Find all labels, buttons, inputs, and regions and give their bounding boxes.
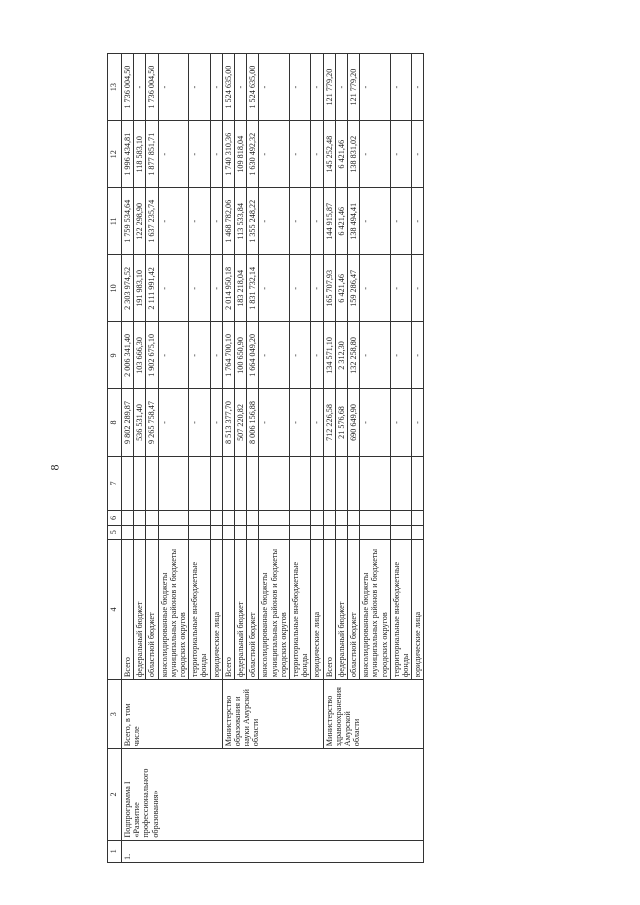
value-cell: - <box>158 389 189 456</box>
value-cell: 113 533,84 <box>235 188 247 255</box>
column-header: 2 <box>108 749 122 840</box>
value-cell: - <box>259 188 290 255</box>
value-cell: 2 312,30 <box>335 322 347 389</box>
value-cell: 132 258,80 <box>348 322 360 389</box>
value-cell <box>290 511 311 525</box>
value-cell: 21 576,68 <box>335 389 347 456</box>
value-cell: 2 111 991,42 <box>146 255 158 322</box>
value-cell: - <box>290 322 311 389</box>
funding-source-cell: областной бюджет <box>146 539 158 679</box>
value-cell: - <box>259 322 290 389</box>
header-row <box>108 54 122 863</box>
value-cell: 712 226,58 <box>323 389 335 456</box>
value-cell: 1 736 004,50 <box>146 54 158 121</box>
column-header: 5 <box>108 525 122 539</box>
value-cell: 183 218,04 <box>235 255 247 322</box>
value-cell <box>122 456 134 511</box>
value-cell: - <box>210 322 222 389</box>
value-cell: - <box>290 389 311 456</box>
value-cell: - <box>311 255 323 322</box>
value-cell <box>235 511 247 525</box>
value-cell: 9 802 289,87 <box>122 389 134 456</box>
value-cell <box>412 511 424 525</box>
column-header: 6 <box>108 511 122 525</box>
value-cell: - <box>311 188 323 255</box>
value-cell: 1 736 004,50 <box>122 54 134 121</box>
rotated-table-wrapper <box>107 53 627 863</box>
executor-cell: Министерство образования и науки Амурской области <box>222 680 323 749</box>
column-header: 4 <box>108 539 122 679</box>
value-cell: 1 831 732,14 <box>247 255 259 322</box>
value-cell: - <box>412 389 424 456</box>
value-cell: - <box>412 121 424 188</box>
column-header: 1 <box>108 840 122 862</box>
value-cell: 159 286,47 <box>348 255 360 322</box>
value-cell: - <box>259 389 290 456</box>
funding-source-cell: юридические лица <box>311 539 323 679</box>
value-cell <box>189 525 210 539</box>
value-cell: 1 877 851,71 <box>146 121 158 188</box>
funding-source-cell: федеральный бюджет <box>335 539 347 679</box>
value-cell <box>146 511 158 525</box>
value-cell: - <box>259 54 290 121</box>
value-cell: - <box>158 188 189 255</box>
value-cell <box>210 525 222 539</box>
value-cell <box>134 456 146 511</box>
value-cell <box>348 456 360 511</box>
value-cell: 2 006 341,40 <box>122 322 134 389</box>
value-cell <box>259 456 290 511</box>
column-header: 11 <box>108 188 122 255</box>
value-cell: 9 265 758,47 <box>146 389 158 456</box>
funding-source-cell: территориальные внебюджетные фонды <box>290 539 311 679</box>
value-cell: 1 759 534,64 <box>122 188 134 255</box>
funding-source-cell: территориальные внебюджетные фонды <box>390 539 411 679</box>
value-cell: 103 666,30 <box>134 322 146 389</box>
funding-source-cell: юридические лица <box>210 539 222 679</box>
value-cell: - <box>189 389 210 456</box>
value-cell: 1 630 492,32 <box>247 121 259 188</box>
value-cell: 1 996 434,81 <box>122 121 134 188</box>
value-cell: 134 571,10 <box>323 322 335 389</box>
value-cell: 1 468 782,06 <box>222 188 234 255</box>
value-cell: 1 902 675,10 <box>146 322 158 389</box>
funding-source-cell: Всего <box>323 539 335 679</box>
value-cell: - <box>210 188 222 255</box>
value-cell <box>290 456 311 511</box>
value-cell <box>247 511 259 525</box>
column-header: 13 <box>108 54 122 121</box>
value-cell: 1 664 049,20 <box>247 322 259 389</box>
value-cell: - <box>189 121 210 188</box>
value-cell <box>134 511 146 525</box>
value-cell: - <box>259 255 290 322</box>
value-cell: 165 707,93 <box>323 255 335 322</box>
value-cell: - <box>210 389 222 456</box>
value-cell <box>158 511 189 525</box>
value-cell: 109 818,04 <box>235 121 247 188</box>
value-cell: 1 524 635,00 <box>247 54 259 121</box>
funding-source-cell: консолидированные бюджеты муниципальных районов и бюджеты городских округов <box>158 539 189 679</box>
value-cell: 507 220,82 <box>235 389 247 456</box>
value-cell: 536 531,40 <box>134 389 146 456</box>
executor-cell: Министерство здравоохранения Амурской области <box>323 680 424 749</box>
value-cell <box>412 456 424 511</box>
value-cell <box>235 456 247 511</box>
value-cell: - <box>210 54 222 121</box>
value-cell <box>189 456 210 511</box>
value-cell <box>311 511 323 525</box>
value-cell: - <box>210 121 222 188</box>
value-cell: 8 006 156,88 <box>247 389 259 456</box>
value-cell <box>311 525 323 539</box>
value-cell: - <box>134 54 146 121</box>
value-cell: - <box>158 322 189 389</box>
value-cell <box>222 456 234 511</box>
value-cell: - <box>390 322 411 389</box>
funding-source-cell: областной бюджет <box>348 539 360 679</box>
value-cell: - <box>360 255 391 322</box>
value-cell: - <box>412 188 424 255</box>
value-cell: - <box>290 54 311 121</box>
value-cell: - <box>311 389 323 456</box>
budget-table <box>107 53 424 863</box>
value-cell <box>189 511 210 525</box>
value-cell <box>134 525 146 539</box>
value-cell <box>360 525 391 539</box>
value-cell: - <box>360 121 391 188</box>
value-cell <box>360 511 391 525</box>
value-cell <box>335 525 347 539</box>
value-cell <box>210 511 222 525</box>
value-cell: - <box>311 54 323 121</box>
value-cell <box>259 511 290 525</box>
value-cell: 1 740 310,36 <box>222 121 234 188</box>
value-cell: 145 252,48 <box>323 121 335 188</box>
funding-source-cell: юридические лица <box>412 539 424 679</box>
value-cell <box>247 525 259 539</box>
column-header: 7 <box>108 456 122 511</box>
column-header: 8 <box>108 389 122 456</box>
value-cell: 2 303 974,52 <box>122 255 134 322</box>
value-cell <box>259 525 290 539</box>
value-cell <box>323 525 335 539</box>
value-cell: - <box>290 255 311 322</box>
funding-source-cell: консолидированные бюджеты муниципальных районов и бюджеты городских округов <box>259 539 290 679</box>
value-cell: - <box>390 121 411 188</box>
funding-source-cell: Всего <box>222 539 234 679</box>
value-cell: - <box>311 322 323 389</box>
value-cell: - <box>390 255 411 322</box>
column-header: 12 <box>108 121 122 188</box>
value-cell: 6 421,46 <box>335 188 347 255</box>
value-cell: - <box>259 121 290 188</box>
table-body <box>122 54 424 863</box>
value-cell: 121 779,20 <box>348 54 360 121</box>
funding-source-cell: Всего <box>122 539 134 679</box>
value-cell: - <box>360 54 391 121</box>
value-cell: - <box>290 188 311 255</box>
value-cell <box>390 511 411 525</box>
value-cell <box>335 511 347 525</box>
value-cell <box>360 456 391 511</box>
value-cell: - <box>290 121 311 188</box>
value-cell <box>412 525 424 539</box>
value-cell: - <box>189 54 210 121</box>
funding-source-cell: федеральный бюджет <box>235 539 247 679</box>
row-number-cell: 1. <box>122 840 424 862</box>
value-cell: 2 014 950,18 <box>222 255 234 322</box>
funding-source-cell: областной бюджет <box>247 539 259 679</box>
value-cell <box>222 511 234 525</box>
value-cell: 121 779,20 <box>323 54 335 121</box>
value-cell: - <box>360 322 391 389</box>
value-cell: - <box>390 389 411 456</box>
value-cell <box>222 525 234 539</box>
value-cell: 144 915,87 <box>323 188 335 255</box>
value-cell <box>311 456 323 511</box>
table-row <box>122 54 134 863</box>
funding-source-cell: федеральный бюджет <box>134 539 146 679</box>
value-cell <box>348 511 360 525</box>
value-cell: 138 831,02 <box>348 121 360 188</box>
value-cell: - <box>360 389 391 456</box>
value-cell: - <box>412 322 424 389</box>
value-cell: 191 983,10 <box>134 255 146 322</box>
value-cell: - <box>335 54 347 121</box>
value-cell: - <box>311 121 323 188</box>
value-cell <box>158 525 189 539</box>
value-cell: 118 583,10 <box>134 121 146 188</box>
value-cell: - <box>158 54 189 121</box>
program-title-cell: Подпрограмма I «Развитие профессионального образования» <box>122 749 424 840</box>
executor-cell: Всего, в том числе <box>122 680 223 749</box>
value-cell: 1 764 700,10 <box>222 322 234 389</box>
value-cell <box>122 511 134 525</box>
value-cell <box>146 525 158 539</box>
value-cell: 690 649,90 <box>348 389 360 456</box>
value-cell <box>390 456 411 511</box>
value-cell <box>247 456 259 511</box>
value-cell: - <box>189 255 210 322</box>
value-cell <box>235 525 247 539</box>
column-header: 3 <box>108 680 122 749</box>
value-cell: 6 421,46 <box>335 121 347 188</box>
value-cell <box>323 456 335 511</box>
value-cell: 100 650,90 <box>235 322 247 389</box>
value-cell <box>210 456 222 511</box>
value-cell <box>323 511 335 525</box>
value-cell: 1 355 248,22 <box>247 188 259 255</box>
value-cell: - <box>158 255 189 322</box>
value-cell: - <box>390 54 411 121</box>
value-cell: - <box>189 322 210 389</box>
value-cell: - <box>412 255 424 322</box>
value-cell <box>390 525 411 539</box>
value-cell <box>348 525 360 539</box>
value-cell <box>335 456 347 511</box>
value-cell: 6 421,46 <box>335 255 347 322</box>
value-cell: - <box>412 54 424 121</box>
funding-source-cell: территориальные внебюджетные фонды <box>189 539 210 679</box>
value-cell: 1 637 235,74 <box>146 188 158 255</box>
value-cell: 122 298,90 <box>134 188 146 255</box>
value-cell: - <box>235 54 247 121</box>
page-number: 8 <box>47 464 62 471</box>
column-header: 10 <box>108 255 122 322</box>
funding-source-cell: консолидированные бюджеты муниципальных районов и бюджеты городских округов <box>360 539 391 679</box>
value-cell <box>146 456 158 511</box>
value-cell: - <box>210 255 222 322</box>
value-cell: 138 494,41 <box>348 188 360 255</box>
value-cell: - <box>360 188 391 255</box>
value-cell: - <box>158 121 189 188</box>
value-cell: 1 524 635,00 <box>222 54 234 121</box>
value-cell <box>158 456 189 511</box>
table-row <box>323 54 335 863</box>
value-cell: 8 513 377,70 <box>222 389 234 456</box>
value-cell <box>290 525 311 539</box>
value-cell: - <box>189 188 210 255</box>
column-header: 9 <box>108 322 122 389</box>
table-row <box>222 54 234 863</box>
value-cell <box>122 525 134 539</box>
value-cell: - <box>390 188 411 255</box>
